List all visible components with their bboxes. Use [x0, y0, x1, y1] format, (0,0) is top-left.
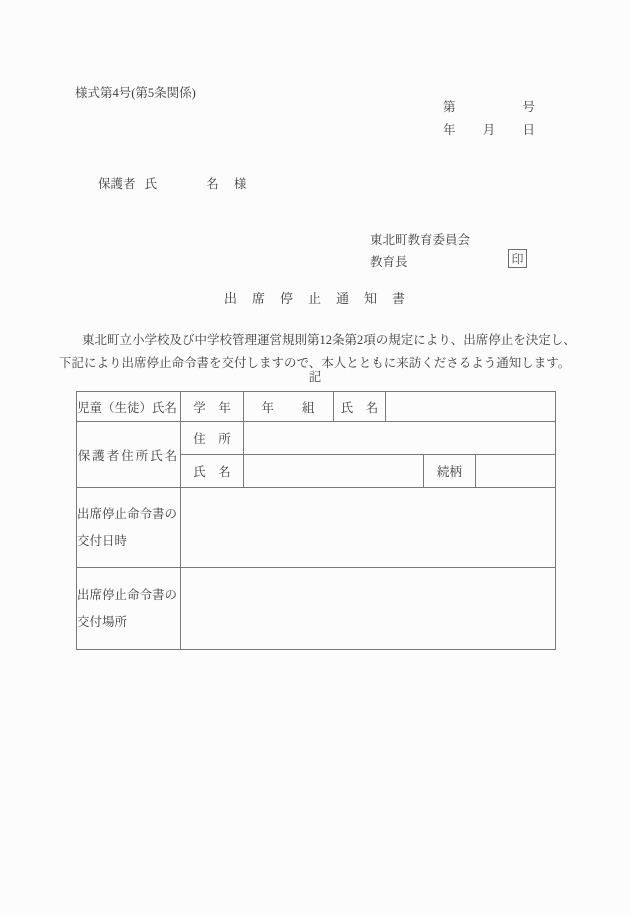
issue-datetime-line2: 交付日時	[77, 533, 128, 548]
issue-place-line1: 出席停止命令書の	[77, 587, 178, 602]
relation-value-cell	[476, 455, 556, 488]
table-row-student	[77, 392, 556, 422]
record-marker: 記	[308, 370, 322, 384]
issuer-organization: 東北町教育委員会	[370, 233, 471, 247]
form-number: 様式第4号(第5条関係)	[75, 86, 196, 100]
table-row-issue-place	[77, 568, 556, 650]
seal-character: 印	[511, 252, 524, 266]
guardian-header: 保護者住所氏名	[77, 422, 181, 488]
date-year-label: 年	[443, 123, 456, 137]
addressee-given-label: 名	[206, 177, 219, 191]
student-name-header: 児童（生徒）氏名	[77, 392, 181, 422]
document-number-line	[443, 100, 535, 114]
addressee-honorific: 様	[233, 177, 247, 191]
student-name-value-cell	[386, 392, 556, 422]
issue-place-value-cell	[181, 568, 556, 650]
address-label: 住 所	[181, 422, 244, 455]
date-day-label: 日	[522, 123, 535, 137]
body-line: 東北町立小学校及び中学校管理運営規則第12条第2項の規定により、出席停止を決定し、	[82, 333, 576, 347]
grade-header: 学 年	[181, 392, 244, 422]
date-line	[443, 123, 535, 137]
issuer-title: 教育長	[370, 255, 408, 269]
table-row-guardian-address	[77, 422, 556, 455]
guardian-name-label: 氏 名	[181, 455, 244, 488]
year-class-cell	[244, 392, 334, 422]
addressee-surname-label: 氏	[144, 177, 158, 191]
guardian-name-value-cell	[244, 455, 424, 488]
seal-stamp-icon	[508, 249, 527, 268]
docnum-prefix: 第	[443, 100, 456, 114]
student-name-label: 氏 名	[334, 392, 386, 422]
table-row-issue-datetime	[77, 488, 556, 568]
issue-datetime-value-cell	[181, 488, 556, 568]
notice-form-table	[76, 391, 556, 650]
relation-label: 続柄	[424, 455, 476, 488]
address-value-cell	[244, 422, 556, 455]
issue-place-line2: 交付場所	[77, 614, 128, 629]
page-title: 出 席 停 止 通 知 書	[223, 291, 406, 306]
year-label: 年	[261, 400, 275, 415]
class-label: 組	[302, 400, 316, 415]
addressee-guardian-label: 保護者	[98, 177, 136, 191]
docnum-suffix: 号	[522, 100, 535, 114]
addressee-line	[98, 177, 246, 191]
date-month-label: 月	[482, 123, 496, 137]
body-line: 下記により出席停止命令書を交付しますので、本人とともに来訪くださるよう通知します。	[59, 355, 571, 370]
issue-place-header	[77, 568, 181, 650]
issue-datetime-header	[77, 488, 181, 568]
issue-datetime-line1: 出席停止命令書の	[77, 506, 178, 521]
